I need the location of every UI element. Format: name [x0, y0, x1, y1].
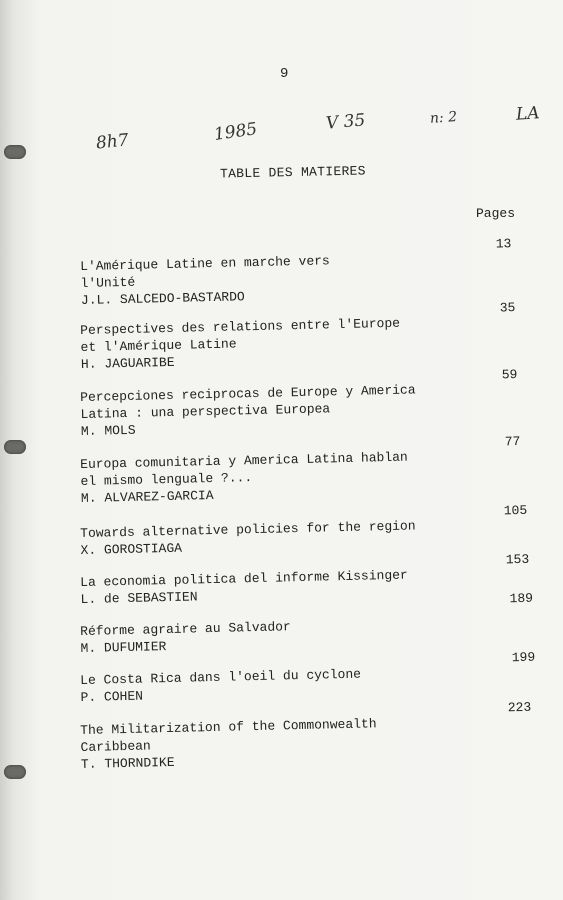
page-number: 9: [280, 66, 289, 82]
handwritten-note: 8h7: [95, 130, 130, 154]
handwritten-note: LA: [515, 103, 541, 125]
handwritten-note: V 35: [325, 110, 367, 134]
toc-entry: [80, 367, 551, 440]
entry-title-line: Latina : una perspectiva Europea: [80, 401, 331, 422]
entry-author: J.L. SALCEDO-BASTARDO: [80, 289, 245, 308]
entry-title-line: Towards alternative policies for the region: [80, 518, 416, 541]
entry-author: M. MOLS: [80, 422, 136, 439]
entry-page-number: 153: [505, 551, 530, 568]
toc-entry: [80, 236, 551, 309]
entry-page-number: 199: [511, 649, 536, 666]
entry-page-number: 223: [507, 699, 532, 716]
toc-entry: [80, 699, 551, 773]
toc-entry: [80, 502, 551, 559]
entry-author: P. COHEN: [80, 688, 144, 705]
entry-author: X. GOROSTIAGA: [80, 540, 183, 558]
entry-title-line: el mismo lenguale ?...: [80, 470, 253, 489]
entry-author: T. THORNDIKE: [80, 754, 175, 772]
entry-page-number: 105: [503, 502, 528, 519]
entry-page-number: 35: [499, 300, 516, 316]
entry-title-line: l'Unité: [80, 274, 136, 291]
toc-entry: [80, 551, 551, 608]
handwritten-note: 1985: [212, 119, 259, 145]
entry-title-line: L'Amérique Latine en marche vers: [80, 253, 330, 274]
entry-title-line: Réforme agraire au Salvador: [80, 619, 291, 639]
entry-author: H. JAGUARIBE: [80, 354, 175, 372]
entry-title-line: Le Costa Rica dans l'oeil du cyclone: [80, 666, 362, 688]
entry-title-line: Perspectives des relations entre l'Europe: [80, 315, 401, 338]
page-title: TABLE DES MATIERES: [219, 163, 366, 182]
toc-entry: [80, 434, 551, 507]
entry-page-number: 189: [509, 590, 534, 607]
entry-title-line: La economia politica del informe Kissinger: [80, 567, 408, 590]
entry-page-number: 13: [495, 236, 512, 252]
entry-title-line: Percepciones reciprocas de Europe y America: [80, 382, 416, 405]
entry-author: M. DUFUMIER: [80, 639, 167, 656]
toc-entry: [80, 300, 551, 373]
toc-entry: [80, 649, 551, 706]
entry-title-line: Europa comunitaria y America Latina hablan: [80, 449, 408, 472]
entry-title-line: Caribbean: [80, 738, 151, 755]
handwritten-note: n: 2: [429, 109, 458, 127]
entry-title-line: et l'Amérique Latine: [80, 336, 237, 355]
entry-title-line: The Militarization of the Commonwealth: [80, 716, 377, 738]
entry-author: M. ALVAREZ-GARCIA: [80, 487, 214, 506]
entry-author: L. de SEBASTIEN: [80, 589, 198, 607]
pages-column-header: Pages: [476, 206, 516, 221]
entry-page-number: 59: [501, 367, 518, 383]
entry-page-number: 77: [504, 434, 521, 450]
